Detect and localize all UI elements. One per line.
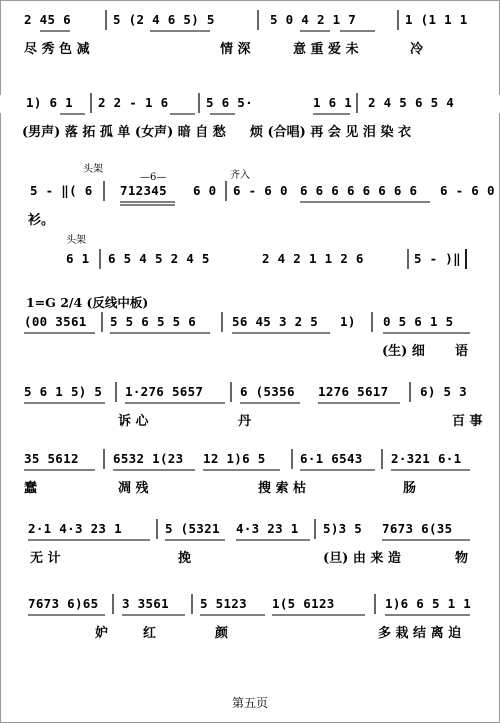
lyric: 搜 索 枯 [258, 481, 307, 496]
lyric: (旦) 由 来 造 [323, 551, 401, 566]
lyrics-row-6 [0, 410, 500, 429]
measure: 2 4 2 1 1 2 6 [262, 251, 364, 266]
notes-row-4 [0, 251, 500, 269]
notes-row-6 [0, 384, 500, 402]
measure: 5 5123 [200, 596, 247, 611]
lyrics-row-9 [0, 622, 500, 641]
measure: 6) 5 3 [420, 384, 467, 399]
lyrics-row-5 [0, 340, 500, 359]
notes-row-5 [0, 314, 500, 332]
measure: 1276 5617 [318, 384, 389, 399]
lyric: 诉 心 [118, 414, 149, 429]
measure: 0 5 6 1 5 [383, 314, 454, 329]
lyric: 颜 [215, 626, 229, 641]
measure: 5)3 5 [323, 521, 363, 536]
lyric: 凋 残 [118, 481, 149, 496]
measure: 1) 6 1 [26, 95, 73, 110]
lyric: 语 [455, 344, 469, 359]
measure: (00 3561 [24, 314, 87, 329]
measure: 2·321 6·1 [391, 451, 462, 466]
marking-sextuplet: —6— [140, 172, 167, 183]
measure: 5 5 6 5 5 6 [110, 314, 197, 329]
lyric: 意 重 爱 未 [293, 42, 359, 57]
measure: 6·1 6543 [300, 451, 363, 466]
lyric: 尽 秀 色 减 [24, 42, 90, 57]
measure: 6 (5356 [240, 384, 295, 399]
measure: 6 - 6 0 [440, 183, 495, 198]
lyrics-row-7 [0, 477, 500, 496]
notes-row-8 [0, 521, 500, 539]
measure: 5 (2 4 6 5) 5 [113, 12, 215, 27]
lyric: (男声) 落 拓 孤 单 (女声) 暗 自 愁 [22, 125, 226, 140]
measure: 56 45 3 2 5 [232, 314, 319, 329]
measure: 7673 6(35 [382, 521, 453, 536]
measure: 2 45 6 [24, 12, 71, 27]
lyric: 烦 (合唱) 再 会 见 泪 染 衣 [250, 125, 411, 140]
measure: 2 2 - 1 6 [98, 95, 169, 110]
measure: 5 - ‖( 6 [30, 183, 93, 198]
measure: 2·1 4·3 23 1 [28, 521, 122, 536]
measure: 1) [340, 314, 356, 329]
measure: 12 1)6 5 [203, 451, 266, 466]
notes-row-3 [0, 183, 500, 201]
notes-row-1 [0, 12, 500, 30]
lyric: 冷 [410, 42, 424, 57]
lyric: 挽 [178, 551, 192, 566]
measure: 6 5 4 5 2 4 5 [108, 251, 210, 266]
lyric: 蠢 [24, 481, 38, 496]
marking-qiru: 齐入 [230, 170, 250, 181]
lyric: 红 [143, 626, 157, 641]
measure: 7673 6)65 [28, 596, 99, 611]
lyric: 情 深 [220, 42, 251, 57]
measure: 6 - 6 0 [233, 183, 288, 198]
measure: 1)6 6 5 1 1 [385, 596, 472, 611]
lyrics-row-2 [0, 121, 500, 140]
marking-toujia: 头架 [83, 164, 103, 175]
measure: 1·276 5657 [125, 384, 204, 399]
measure: 1(5 6123 [272, 596, 335, 611]
measure: 3 3561 [122, 596, 169, 611]
measure: 35 5612 [24, 451, 79, 466]
measure: 1 6 1 [313, 95, 353, 110]
key-signature: 1=G 2/4 (反线中板) [26, 295, 149, 310]
page-number: 第五页 [231, 696, 268, 710]
measure: 6 1 [66, 251, 90, 266]
measure: 5 (5321 [165, 521, 220, 536]
lyric: 物 [455, 551, 469, 566]
lyric: 丹 [238, 414, 252, 429]
lyric: 衫。 [28, 213, 55, 228]
lyrics-row-1 [0, 38, 500, 57]
measure: 712345 [120, 183, 167, 198]
notes-row-7 [0, 451, 500, 469]
marking-toujia-2: 头架 [66, 235, 86, 246]
measure: 4·3 23 1 [236, 521, 299, 536]
lyric: 无 计 [30, 551, 61, 566]
measure: 1 (1 1 1 [405, 12, 468, 27]
measure: 5 0 4 2 1 7 [270, 12, 357, 27]
measure: 5 - )‖ [414, 251, 461, 266]
notes-row-9 [0, 596, 500, 614]
lyric: 百 事 [452, 414, 483, 429]
notes-row-2b [0, 95, 500, 113]
lyric: (生) 细 [382, 344, 425, 359]
lyrics-row-3 [0, 209, 500, 228]
measure: 2 4 5 6 5 4 [368, 95, 455, 110]
lyric: 妒 [95, 626, 109, 641]
measure: 5 6 1 5) 5 [24, 384, 103, 399]
measure: 6 6 6 6 6 6 6 6 [300, 183, 418, 198]
lyric: 多 栽 结 离 迫 [378, 626, 462, 641]
measure: 5 6 5· [206, 95, 253, 110]
measure: 6532 1(23 [113, 451, 184, 466]
lyrics-row-8 [0, 547, 500, 566]
measure: 6 0 [193, 183, 217, 198]
lyric: 肠 [403, 481, 417, 496]
